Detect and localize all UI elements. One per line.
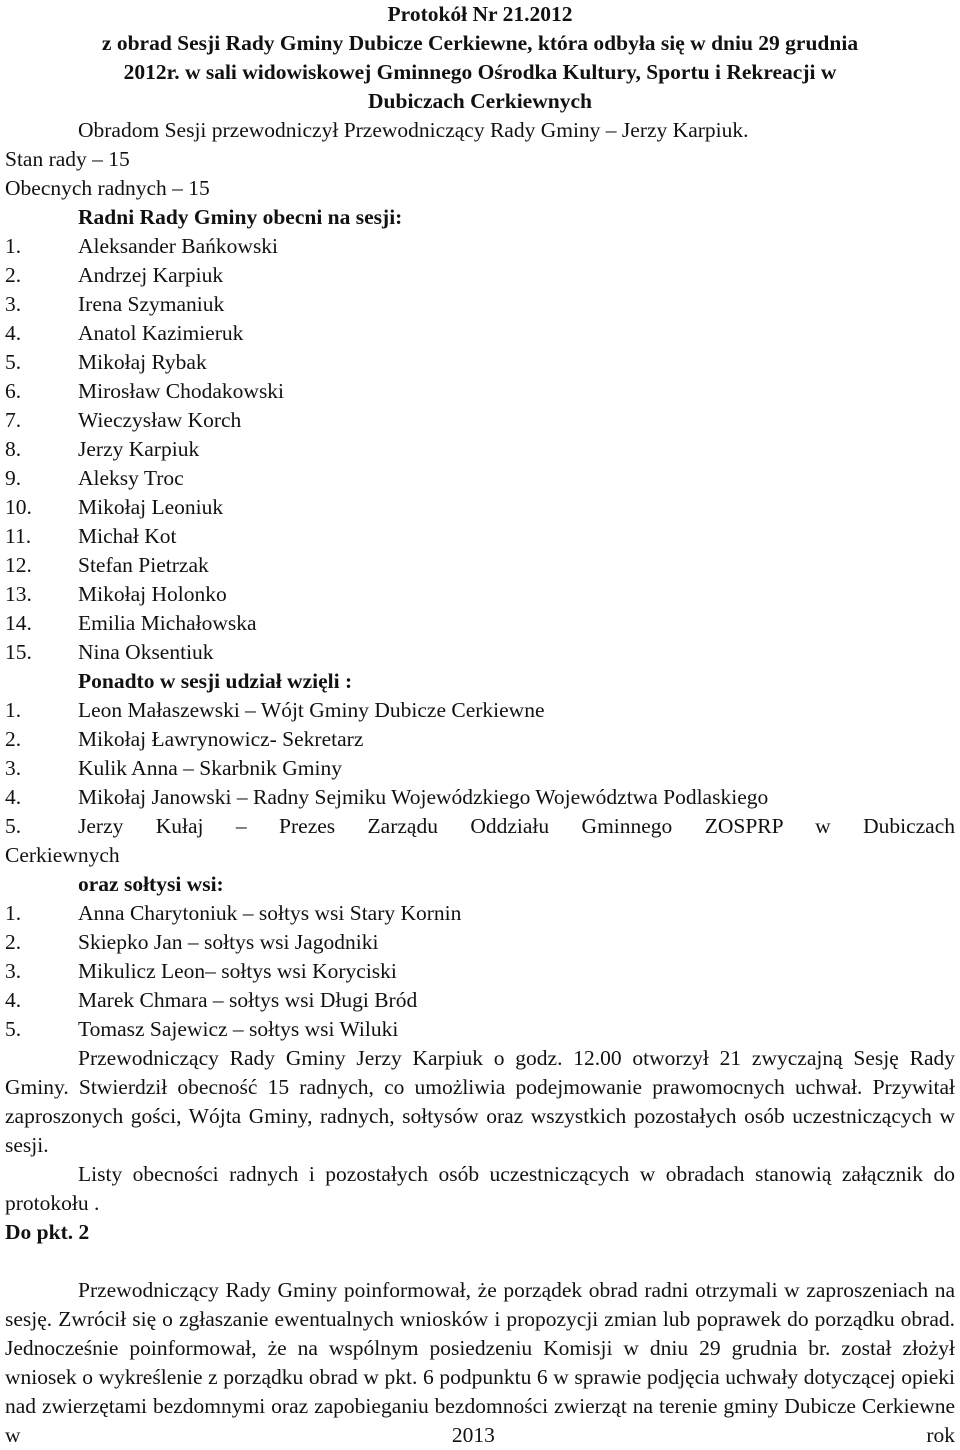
document-subtitle-line-1: z obrad Sesji Rady Gminy Dubicze Cerkiewne, która odbyła się w dniu 29 grudnia [101,31,859,55]
list-item-text: Mirosław Chodakowski [78,379,285,403]
paragraph-spacer [5,1247,955,1276]
list-item-number: 3. [5,292,22,316]
list-item [5,435,955,464]
list-item [5,783,955,812]
list-item-number: 14. [5,611,32,635]
board-size-line: Stan rady – 15 [5,147,130,171]
list-item-text: Mikołaj Ławrynowicz- Sekretarz [78,727,364,751]
list-item-number: 11. [5,524,32,548]
document-subtitle-line-2: 2012r. w sali widowiskowej Gminnego Ośrodka Kultury, Sportu i Rekreacji w [123,60,837,84]
list-item-number: 1. [5,901,22,925]
list-item-text: Tomasz Sajewicz – sołtys wsi Wiluki [78,1017,399,1041]
list-item-text: Emilia Michałowska [78,611,257,635]
document-page [5,0,955,1450]
point-2-paragraph: Przewodniczący Rady Gminy poinformował, że porządek obrad radni otrzymali w zaproszeniach na sesję. Zwrócił się o zgłaszanie ewentualnych wniosków i propozycji zmian lub poprawek do porządku obrad. Jednocześnie poinformował, że na wspólnym posiedzeniu Komisji w dniu 29 grudnia br. został złożył wniosek o wykreślenie z porządku obrad w pkt. 6 podpunktu 6 w sprawie podjęcia uchwały dotyczącej opieki nad zwierzętami bezdomnymi oraz zapobieganiu bezdomności zwierząt na terenie gminy Dubicze Cerkiewne w 2013 rok [5,1278,955,1447]
list-item-text: Skiepko Jan – sołtys wsi Jagodniki [78,930,379,954]
list-item-text: Jerzy Kułaj – Prezes Zarządu Oddziału Gminnego ZOSPRP w Dubiczach [78,814,955,838]
list-item-number: 3. [5,959,22,983]
list-item [5,986,955,1015]
opening-paragraph: Przewodniczący Rady Gminy Jerzy Karpiuk o godz. 12.00 otworzył 21 zwyczajną Sesję Rady Gminy. Stwierdził obecność 15 radnych, co umożliwia podejmowanie prawomocnych uchwał. Przywitał zaproszonych gości, Wójta Gminy, radnych, sołtysów oraz wszystkich pozostałych osób uczestniczących w sesji. [5,1046,955,1157]
list-item-number: 6. [5,379,22,403]
list-item [5,928,955,957]
list-item-text: Leon Małaszewski – Wójt Gminy Dubicze Cerkiewne [78,698,545,722]
list-item-number: 2. [5,930,22,954]
list-item-number: 3. [5,756,22,780]
list-item-text: Anatol Kazimieruk [78,321,244,345]
village-heads-list [5,899,955,1044]
list-item-number: 2. [5,727,22,751]
list-item [5,493,955,522]
village-heads-heading: oraz sołtysi wsi: [78,872,224,896]
list-item-number: 10. [5,495,32,519]
attendance-paragraph: Listy obecności radnych i pozostałych osób uczestniczących w obradach stanowią załącznik do protokołu . [5,1162,955,1215]
list-item-number: 7. [5,408,22,432]
list-item-text: Michał Kot [78,524,177,548]
point-2-heading: Do pkt. 2 [5,1220,90,1244]
list-item [5,696,955,725]
list-item [5,580,955,609]
councillors-heading: Radni Rady Gminy obecni na sesji: [78,205,403,229]
list-item [5,290,955,319]
list-item [5,899,955,928]
list-item [5,377,955,406]
list-item-number: 15. [5,640,32,664]
list-item [5,609,955,638]
session-chair-line: Obradom Sesji przewodniczył Przewodniczący Rady Gminy – Jerzy Karpiuk. [78,118,749,142]
list-item-text: Mikulicz Leon– sołtys wsi Koryciski [78,959,397,983]
list-item [5,319,955,348]
list-item-text: Mikołaj Holonko [78,582,227,606]
list-item-number: 5. [5,350,22,374]
document-subtitle-line-3: Dubiczach Cerkiewnych [368,89,592,113]
list-item [5,957,955,986]
list-item [5,232,955,261]
list-item-number: 1. [5,698,22,722]
list-item-text: Marek Chmara – sołtys wsi Długi Bród [78,988,418,1012]
list-item [5,812,955,841]
list-item-number: 8. [5,437,22,461]
list-item [5,551,955,580]
list-item-text: Mikołaj Janowski – Radny Sejmiku Wojewódzkiego Województwa Podlaskiego [78,785,769,809]
guests-list [5,696,955,812]
list-item-number: 5. [5,814,22,838]
list-item [5,464,955,493]
list-item-number: 4. [5,321,22,345]
list-item [5,406,955,435]
list-item-continuation: Cerkiewnych [5,843,120,867]
list-item-text: Jerzy Karpiuk [78,437,200,461]
list-item [5,638,955,667]
list-item-text: Kulik Anna – Skarbnik Gminy [78,756,342,780]
list-item-text: Irena Szymaniuk [78,292,225,316]
list-item [5,754,955,783]
list-item [5,1015,955,1044]
list-item-number: 12. [5,553,32,577]
list-item [5,261,955,290]
list-item-number: 4. [5,785,22,809]
list-item-text: Andrzej Karpiuk [78,263,224,287]
guests-heading: Ponadto w sesji udział wzięli : [78,669,353,693]
list-item-text: Aleksy Troc [78,466,184,490]
list-item-number: 4. [5,988,22,1012]
list-item-number: 2. [5,263,22,287]
list-item-number: 5. [5,1017,22,1041]
councillors-list [5,232,955,667]
list-item-text: Wieczysław Korch [78,408,242,432]
list-item-text: Anna Charytoniuk – sołtys wsi Stary Kornin [78,901,462,925]
list-item-number: 1. [5,234,22,258]
list-item [5,725,955,754]
list-item-text: Mikołaj Rybak [78,350,207,374]
list-item-text: Aleksander Bańkowski [78,234,279,258]
list-item-number: 9. [5,466,22,490]
list-item-text: Stefan Pietrzak [78,553,209,577]
list-item [5,522,955,551]
list-item-text: Nina Oksentiuk [78,640,214,664]
list-item [5,348,955,377]
list-item-text: Mikołaj Leoniuk [78,495,224,519]
document-title: Protokół Nr 21.2012 [387,2,573,26]
list-item-number: 13. [5,582,32,606]
present-count-line: Obecnych radnych – 15 [5,176,210,200]
